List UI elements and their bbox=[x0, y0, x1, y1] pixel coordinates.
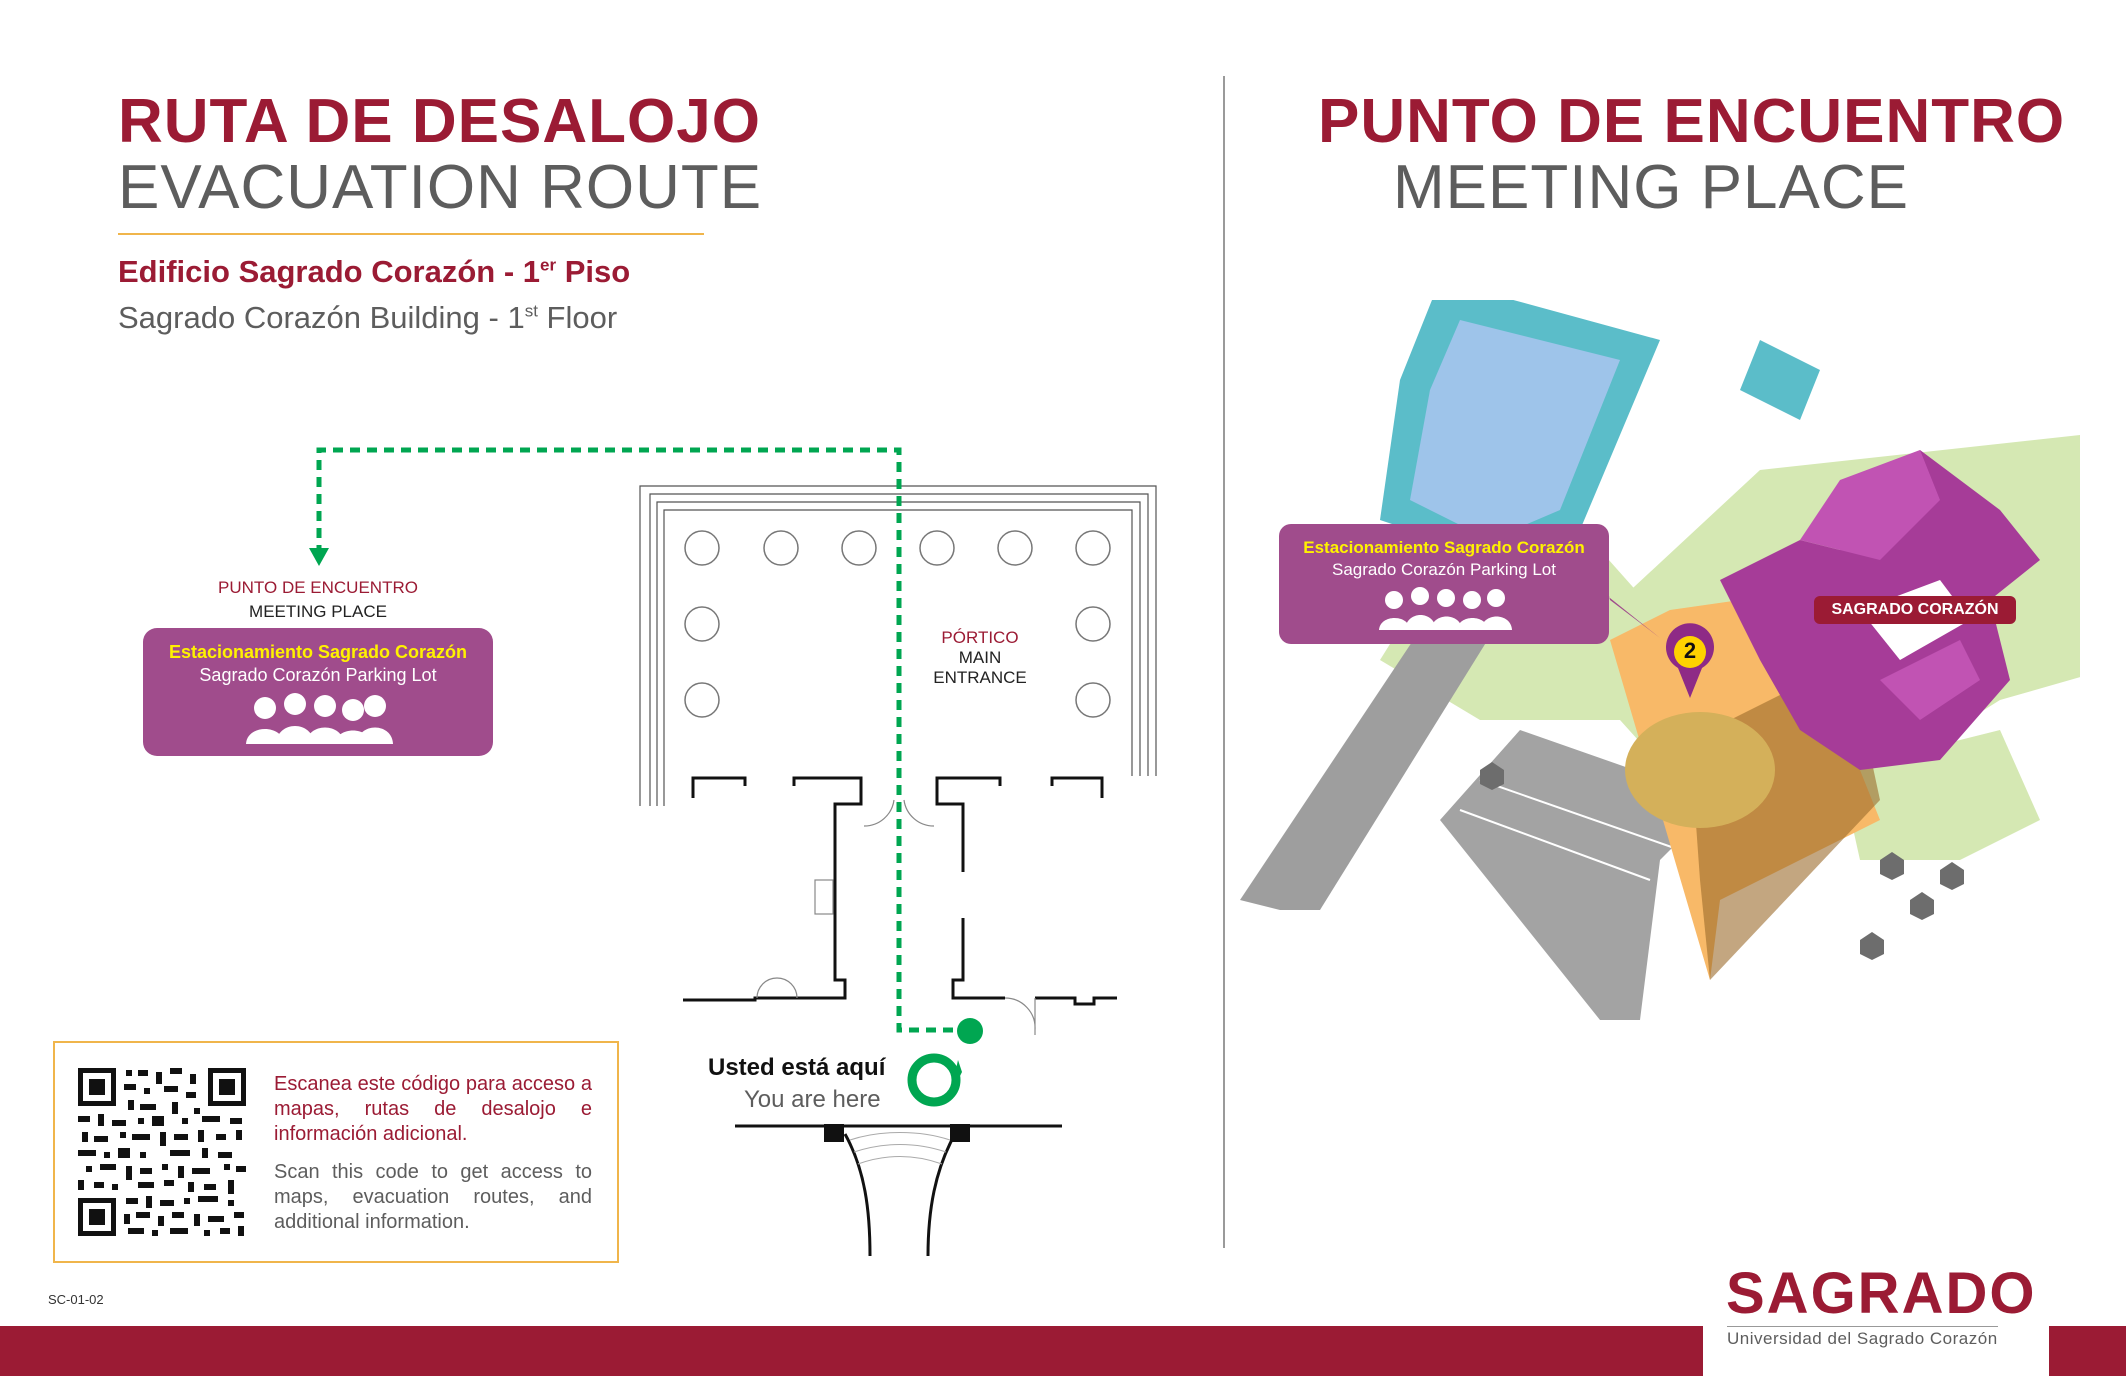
title-es: RUTA DE DESALOJO bbox=[118, 87, 761, 156]
qr-code-icon[interactable] bbox=[78, 1068, 246, 1236]
parking-es: Estacionamiento Sagrado Corazón bbox=[168, 642, 468, 662]
group-of-people-icon bbox=[243, 692, 393, 744]
sign-code: SC-01-02 bbox=[48, 1292, 104, 1307]
pin-number: 2 bbox=[1683, 638, 1697, 663]
building-en: Sagrado Corazón Building - 1st Floor bbox=[118, 300, 618, 335]
portico-en: MAIN ENTRANCE bbox=[933, 648, 1027, 687]
map-parking-es: Estacionamiento Sagrado Corazón bbox=[1303, 538, 1585, 557]
logo-name: SAGRADO bbox=[1726, 1261, 2037, 1326]
route-arrow-icon bbox=[309, 548, 329, 566]
meeting-label-es: PUNTO DE ENCUENTRO bbox=[218, 578, 418, 597]
parking-en: Sagrado Corazón Parking Lot bbox=[199, 665, 437, 685]
title-en: EVACUATION ROUTE bbox=[118, 153, 763, 222]
portico-label bbox=[920, 628, 1040, 688]
building-es: Edificio Sagrado Corazón - 1er Piso bbox=[118, 254, 631, 289]
map-parking-en: Sagrado Corazón Parking Lot bbox=[1332, 560, 1556, 579]
parking-bubble bbox=[143, 628, 493, 756]
logo-subtitle: Universidad del Sagrado Corazón bbox=[1727, 1326, 1998, 1349]
qr-text-es: Escanea este código para acceso a mapas, rutas de desalojo e información adicional. bbox=[274, 1073, 592, 1145]
map-parking-bubble bbox=[1279, 524, 1609, 644]
map-group-of-people-icon bbox=[1376, 586, 1512, 630]
meeting-title-en: MEETING PLACE bbox=[1393, 153, 1909, 222]
building-tag: SAGRADO CORAZÓN bbox=[1814, 596, 2016, 624]
portico-es: PÓRTICO bbox=[941, 628, 1019, 647]
meeting-title-es: PUNTO DE ENCUENTRO bbox=[1318, 87, 2066, 156]
here-es: Usted está aquí bbox=[708, 1054, 886, 1081]
campus-map bbox=[1240, 300, 2080, 1020]
here-en: You are here bbox=[744, 1086, 881, 1113]
bubble-pointer bbox=[1600, 560, 1670, 640]
meeting-label-en: MEETING PLACE bbox=[249, 602, 387, 621]
center-divider bbox=[1223, 76, 1225, 1248]
qr-text-en: Scan this code to get access to maps, evacuation routes, and additional information. bbox=[274, 1161, 592, 1233]
